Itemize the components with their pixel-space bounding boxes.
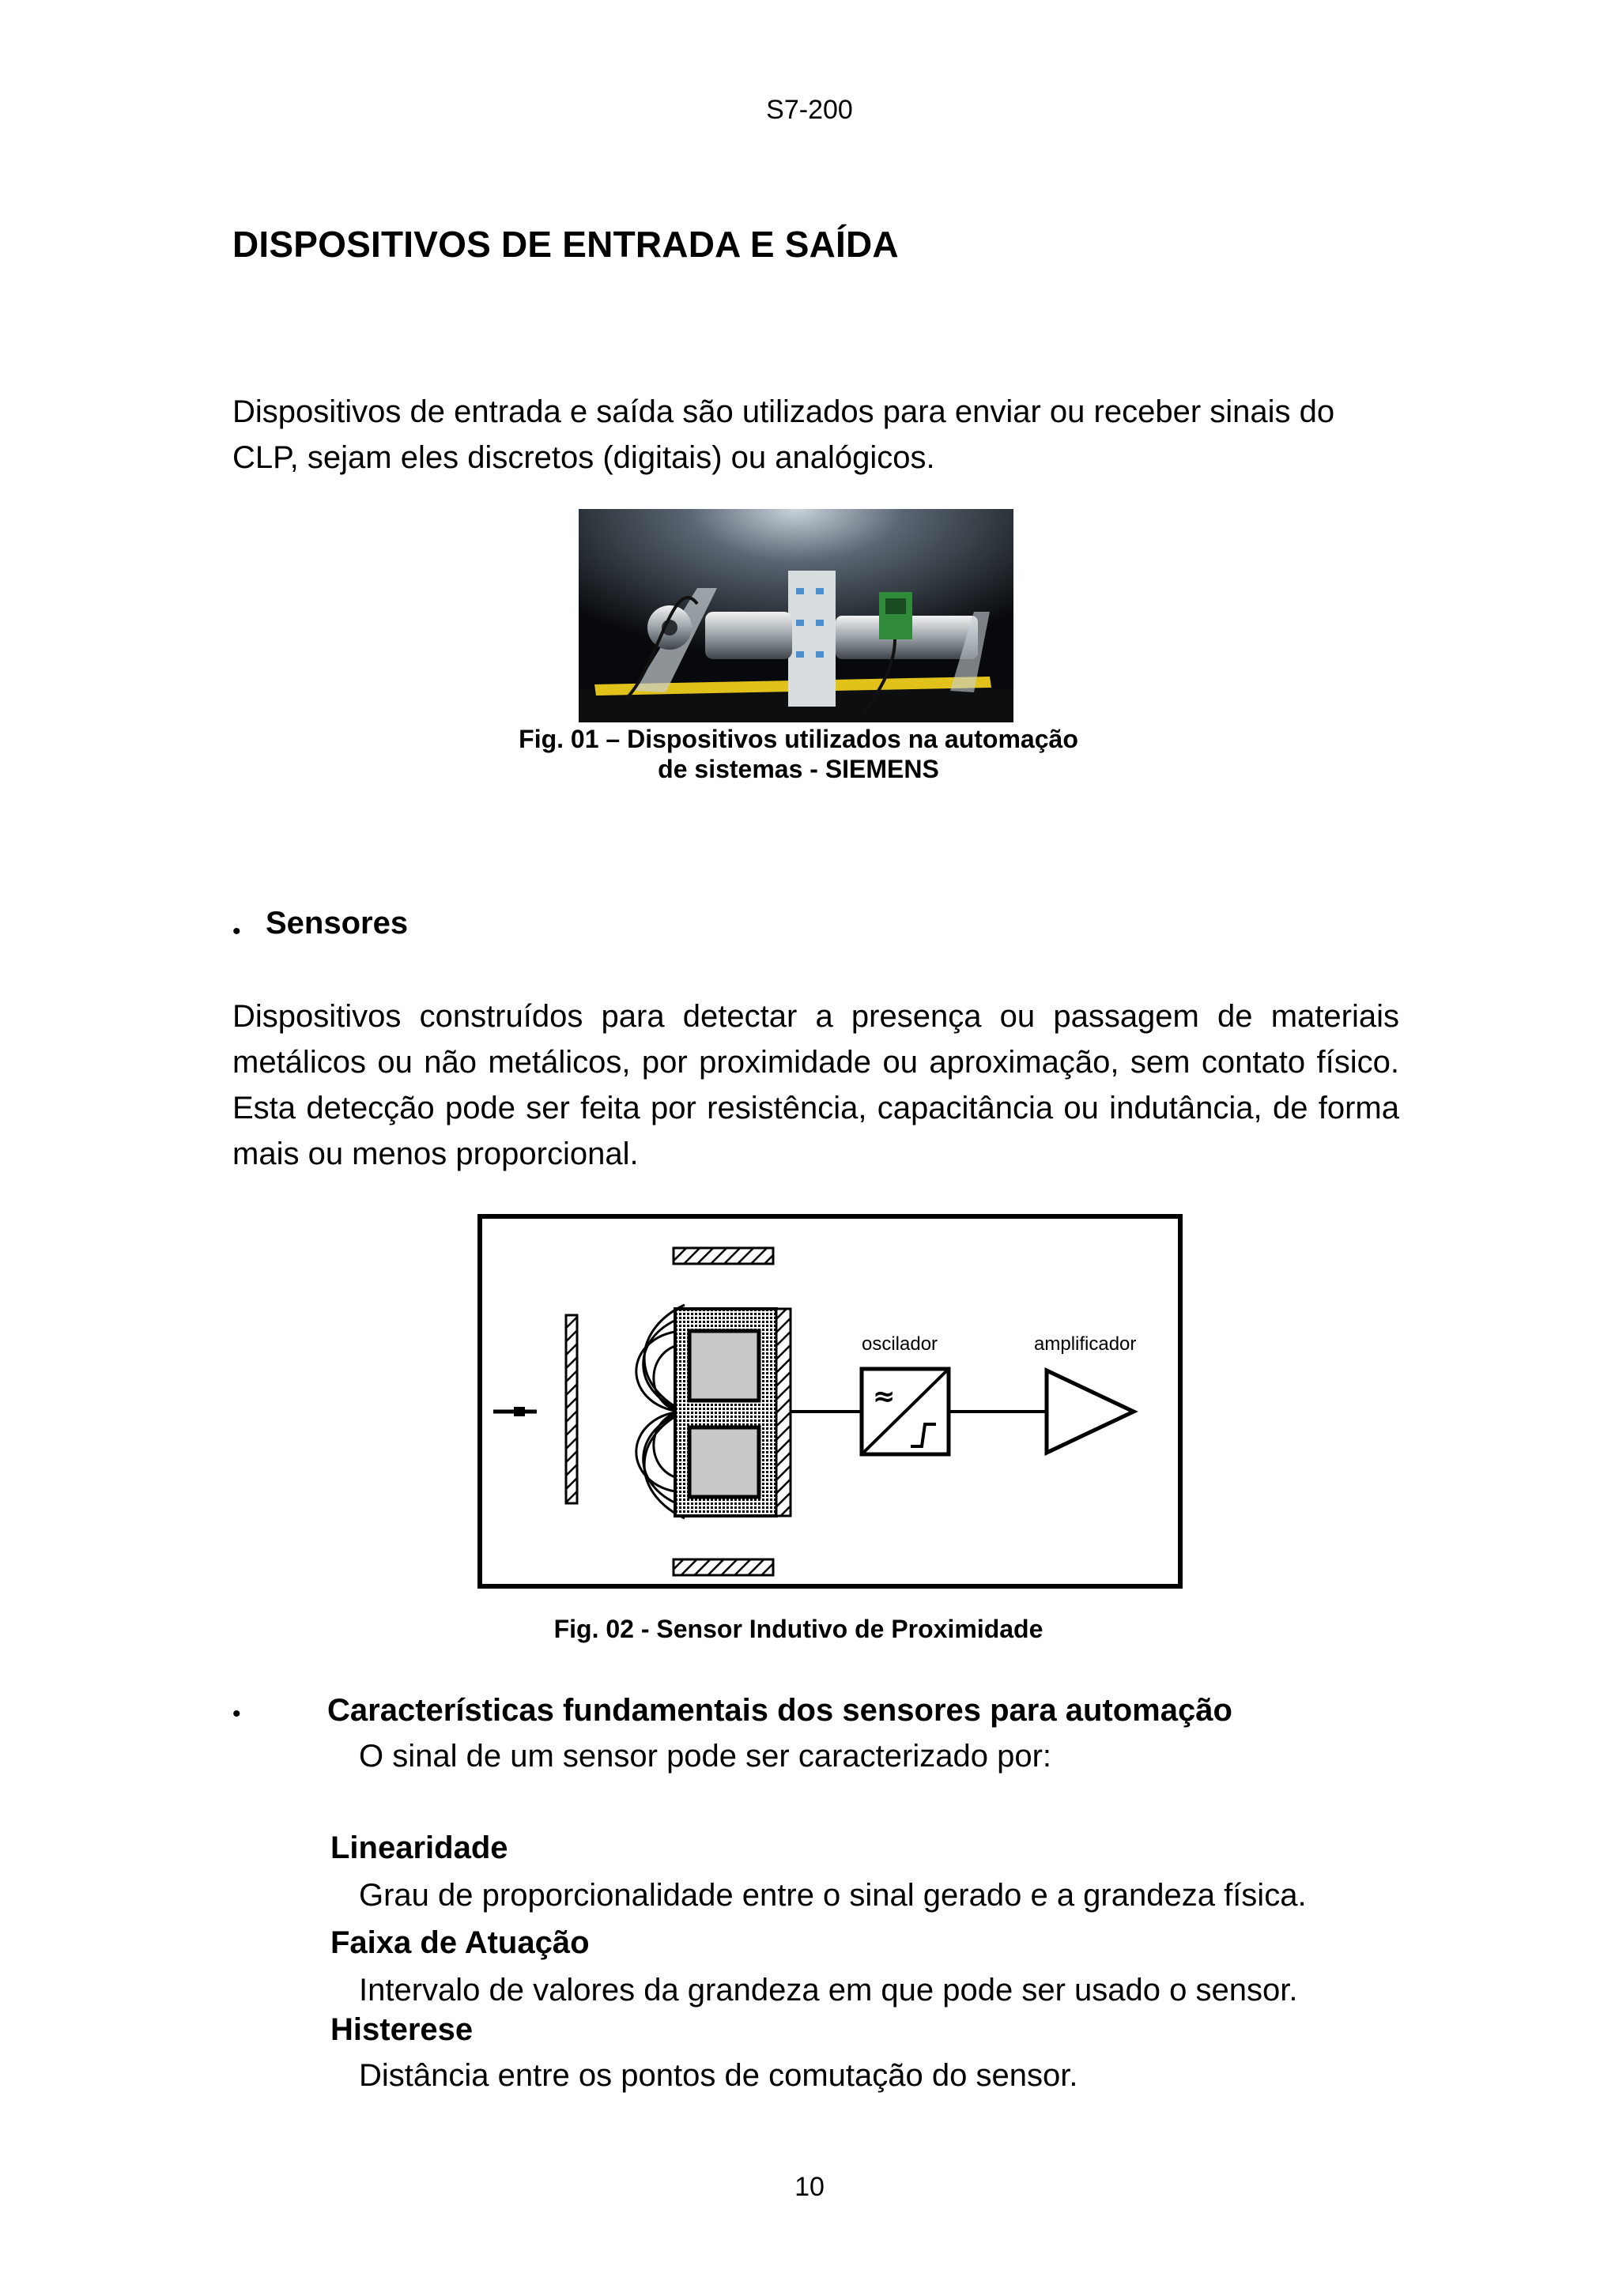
core-coil-lower [689,1427,759,1497]
term-faixa-de-atuacao: Faixa de Atuação [330,1925,590,1960]
bottom-hatched-bar [674,1559,773,1575]
desc-faixa-de-atuacao: Intervalo de valores da grandeza em que pode ser usado o sensor. [359,1973,1298,2008]
siemens-devices-photo [579,509,1013,722]
caracteristicas-intro: O sinal de um sensor pode ser caracterizado por: [359,1739,1051,1774]
figure-1-caption-line-2: de sistemas - SIEMENS [658,755,939,783]
target-plate [566,1315,577,1503]
sensores-bullet: • [232,918,241,944]
sensores-paragraph: Dispositivos construídos para detectar a presença ou passagem de materiais metálicos ou não metálicos, por proximidade ou aproximação, sem contato físico. Esta detecção pode ser feita por resistência, capacitância ou indutância, de forma mais ou menos proporcional. [232,999,1399,1171]
page-title: DISPOSITIVOS DE ENTRADA E SAÍDA [232,224,899,265]
running-header: S7-200 [766,95,853,125]
caracteristicas-heading: Características fundamentais dos sensores para automação [327,1693,1232,1728]
sensores-heading: Sensores [266,906,409,941]
oscillator-approx-icon: ≈ [873,1381,896,1412]
figure-1-photo [579,509,1013,722]
inductive-sensor-diagram [477,1214,1183,1589]
page-number: 10 [794,2172,825,2202]
figure-1-caption-line-1: Fig. 01 – Dispositivos utilizados na automação [519,725,1078,753]
top-hatched-bar [674,1248,773,1264]
figure-2-diagram [477,1214,1183,1589]
figure-1-caption [419,724,1178,784]
desc-linearidade: Grau de proporcionalidade entre o sinal gerado e a grandeza física. [359,1878,1307,1913]
oscilador-label: oscilador [862,1333,938,1355]
amplificador-label: amplificador [1034,1333,1137,1355]
term-histerese: Histerese [330,2012,474,2047]
intro-paragraph: Dispositivos de entrada e saída são utilizados para enviar ou receber sinais do CLP, sejam eles discretos (digitais) ou analógicos. [232,394,1335,475]
caracteristicas-bullet: • [232,1701,241,1727]
desc-histerese: Distância entre os pontos de comutação do sensor. [359,2058,1078,2093]
core-coil-upper [689,1331,759,1401]
figure-2-caption: Fig. 02 - Sensor Indutivo de Proximidade [553,1615,1043,1643]
term-linearidade: Linearidade [330,1830,508,1865]
